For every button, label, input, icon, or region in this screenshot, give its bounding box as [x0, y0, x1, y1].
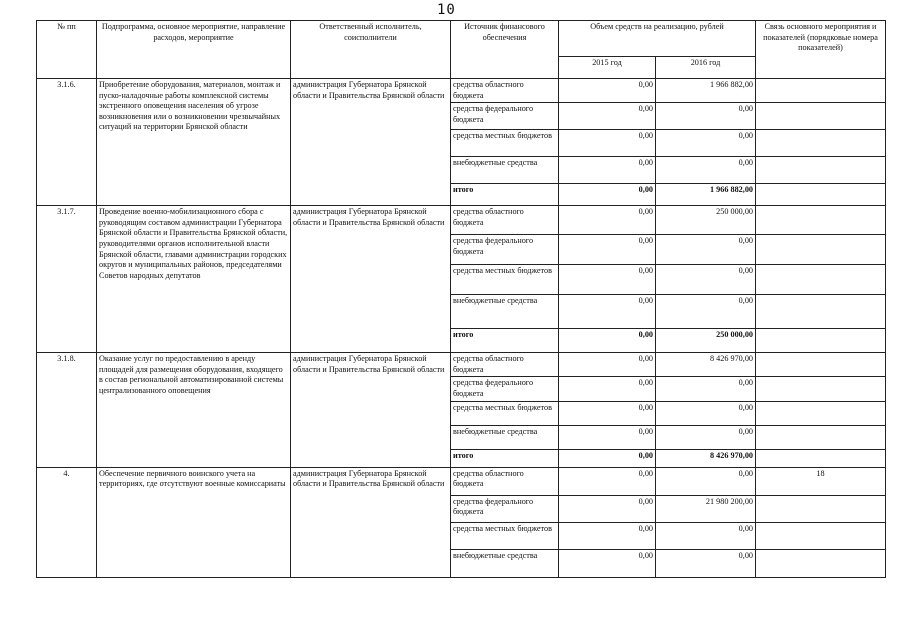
col-header-num: № пп	[37, 21, 97, 79]
source-cell: средства областного бюджета	[451, 353, 559, 377]
value-2016: 0,00	[656, 103, 756, 130]
col-header-link: Связь основного мероприятия и показателей (порядковые номера показателей)	[756, 21, 886, 79]
source-cell: внебюджетные средства	[451, 157, 559, 184]
executor-text: администрация Губернатора Брянской области и Правительства Брянской области	[291, 353, 451, 467]
value-2016: 0,00	[656, 549, 756, 577]
value-2015: 0,00	[559, 295, 656, 329]
page-number: 10	[437, 2, 456, 18]
value-2016: 250 000,00	[656, 329, 756, 353]
source-cell: средства федерального бюджета	[451, 495, 559, 522]
indicator-link	[756, 130, 886, 157]
value-2016: 21 980 200,00	[656, 495, 756, 522]
value-2016: 0,00	[656, 295, 756, 329]
source-cell: средства местных бюджетов	[451, 130, 559, 157]
budget-table	[36, 20, 886, 578]
table-body	[37, 79, 886, 578]
value-2015: 0,00	[559, 329, 656, 353]
source-cell: средства областного бюджета	[451, 467, 559, 495]
source-cell: итого	[451, 184, 559, 206]
value-2016: 0,00	[656, 425, 756, 449]
indicator-link	[756, 495, 886, 522]
row-number: 3.1.8.	[37, 353, 97, 467]
value-2016: 0,00	[656, 130, 756, 157]
source-cell: средства местных бюджетов	[451, 522, 559, 549]
row-number: 3.1.7.	[37, 206, 97, 353]
col-header-program: Подпрограмма, основное мероприятие, направление расходов, мероприятие	[97, 21, 291, 79]
value-2016: 0,00	[656, 377, 756, 401]
value-2015: 0,00	[559, 265, 656, 295]
value-2016: 0,00	[656, 235, 756, 265]
source-cell: средства местных бюджетов	[451, 265, 559, 295]
indicator-link	[756, 329, 886, 353]
value-2015: 0,00	[559, 522, 656, 549]
source-cell: средства федерального бюджета	[451, 235, 559, 265]
indicator-link	[756, 449, 886, 467]
value-2015: 0,00	[559, 353, 656, 377]
row-number: 3.1.6.	[37, 79, 97, 206]
executor-text: администрация Губернатора Брянской области и Правительства Брянской области	[291, 206, 451, 353]
value-2015: 0,00	[559, 235, 656, 265]
value-2015: 0,00	[559, 377, 656, 401]
indicator-link	[756, 377, 886, 401]
indicator-link	[756, 157, 886, 184]
indicator-link	[756, 522, 886, 549]
value-2016: 250 000,00	[656, 206, 756, 235]
value-2016: 0,00	[656, 401, 756, 425]
value-2016: 0,00	[656, 265, 756, 295]
value-2016: 0,00	[656, 467, 756, 495]
indicator-link	[756, 79, 886, 103]
col-header-2016: 2016 год	[656, 57, 756, 79]
indicator-link	[756, 425, 886, 449]
indicator-link	[756, 103, 886, 130]
value-2016: 0,00	[656, 522, 756, 549]
col-header-source: Источник финансового обеспечения	[451, 21, 559, 79]
value-2015: 0,00	[559, 467, 656, 495]
indicator-link	[756, 549, 886, 577]
value-2015: 0,00	[559, 401, 656, 425]
col-header-executor: Ответственный исполнитель, соисполнители	[291, 21, 451, 79]
indicator-link	[756, 184, 886, 206]
value-2016: 0,00	[656, 157, 756, 184]
source-cell: средства федерального бюджета	[451, 377, 559, 401]
executor-text: администрация Губернатора Брянской области и Правительства Брянской области	[291, 79, 451, 206]
table-row	[37, 353, 886, 377]
table-row	[37, 206, 886, 235]
indicator-link	[756, 206, 886, 235]
indicator-link	[756, 265, 886, 295]
source-cell: средства местных бюджетов	[451, 401, 559, 425]
value-2015: 0,00	[559, 549, 656, 577]
source-cell: средства федерального бюджета	[451, 103, 559, 130]
value-2015: 0,00	[559, 184, 656, 206]
indicator-link: 18	[756, 467, 886, 495]
executor-text: администрация Губернатора Брянской области и Правительства Брянской области	[291, 467, 451, 577]
value-2015: 0,00	[559, 130, 656, 157]
program-text: Проведение военно-мобилизационного сбора с руководящим составом администрации Губернатора Брянской области и Правительства Брянской области, руководителями органов исполнительной власти Брянской области, главами администрации городских округов и муниципальных районов, председателями Советов народных депутатов	[97, 206, 291, 353]
program-text: Обеспечение первичного воинского учета на территориях, где отсутствуют военные комиссариаты	[97, 467, 291, 577]
value-2015: 0,00	[559, 425, 656, 449]
program-text: Оказание услуг по предоставлению в аренду площадей для размещения оборудования, входящего в состав региональной автоматизированной системы централизованного оповещения	[97, 353, 291, 467]
program-text: Приобретение оборудования, материалов, монтаж и пуско-наладочные работы комплексной системы экстренного оповещения населения об угрозе возникновения или о возникновении чрезвычайных ситуаций на территории Брянской области	[97, 79, 291, 206]
value-2016: 8 426 970,00	[656, 353, 756, 377]
value-2016: 1 966 882,00	[656, 184, 756, 206]
value-2015: 0,00	[559, 103, 656, 130]
indicator-link	[756, 353, 886, 377]
source-cell: средства областного бюджета	[451, 206, 559, 235]
value-2016: 1 966 882,00	[656, 79, 756, 103]
table-row	[37, 467, 886, 495]
source-cell: итого	[451, 329, 559, 353]
indicator-link	[756, 401, 886, 425]
source-cell: внебюджетные средства	[451, 295, 559, 329]
value-2016: 8 426 970,00	[656, 449, 756, 467]
value-2015: 0,00	[559, 206, 656, 235]
table-row	[37, 79, 886, 103]
col-header-volume: Объем средств на реализацию, рублей	[559, 21, 756, 57]
source-cell: внебюджетные средства	[451, 425, 559, 449]
col-header-2015: 2015 год	[559, 57, 656, 79]
value-2015: 0,00	[559, 449, 656, 467]
value-2015: 0,00	[559, 157, 656, 184]
source-cell: внебюджетные средства	[451, 549, 559, 577]
row-number: 4.	[37, 467, 97, 577]
value-2015: 0,00	[559, 79, 656, 103]
source-cell: средства областного бюджета	[451, 79, 559, 103]
indicator-link	[756, 295, 886, 329]
source-cell: итого	[451, 449, 559, 467]
value-2015: 0,00	[559, 495, 656, 522]
indicator-link	[756, 235, 886, 265]
